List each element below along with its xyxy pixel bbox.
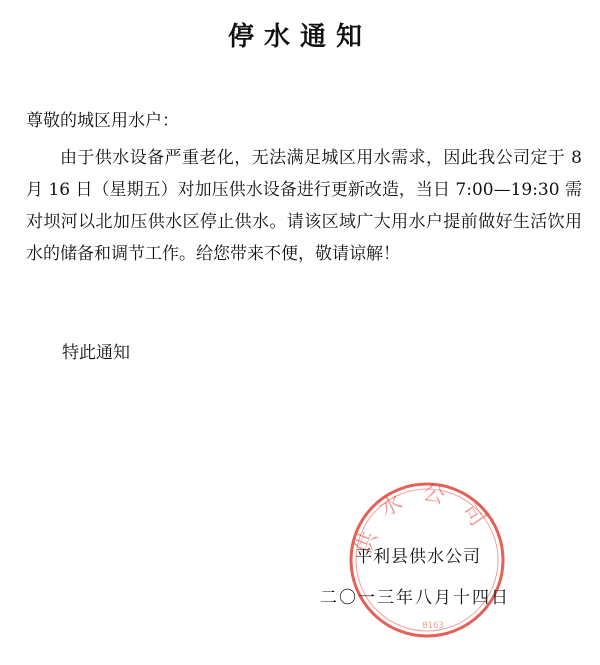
closing-line: 特此通知 (62, 343, 130, 363)
notice-body: 由于供水设备严重老化，无法满足城区用水需求，因此我公司定于 8 月 16 日（星期五）对加压供水设备进行更新改造，当日 7:00—19:30 需对坝河以北加压供水区停止供水。请该区域广大用水户提前做好生活饮用水的储备和调节工作。给您带来不便，敬请谅解！ (26, 148, 582, 264)
stamp-number: 0163 (422, 621, 444, 631)
salutation: 尊敬的城区用水户： (26, 111, 179, 131)
notice-title: 停水通知 (227, 22, 372, 52)
stamp-arc-text: 供水公司 (351, 479, 501, 559)
issuer-name: 平利县供水公司 (355, 547, 481, 567)
issue-date: 二〇一三年八月十四日 (320, 588, 510, 608)
